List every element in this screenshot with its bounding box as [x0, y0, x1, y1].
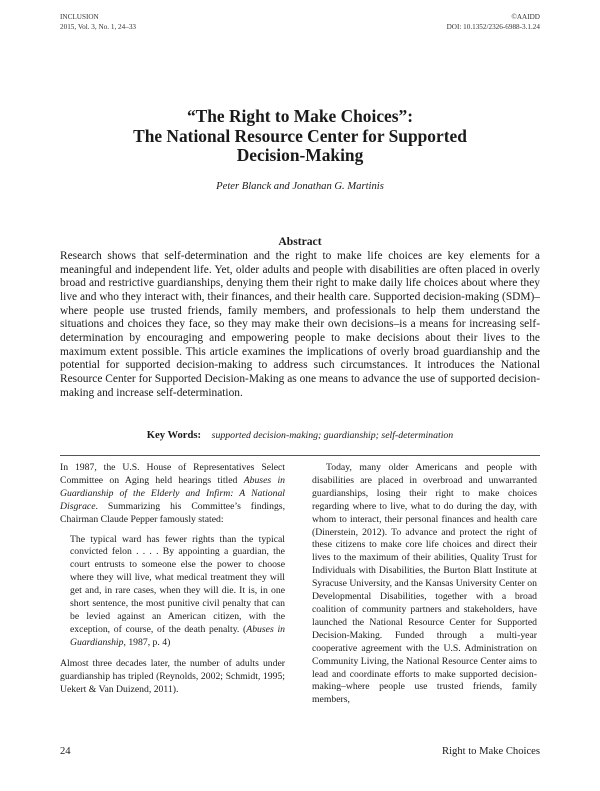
keywords-terms: supported decision-making; guardianship; self-determination: [211, 430, 454, 441]
keywords: [60, 430, 540, 441]
section-divider: [60, 455, 540, 456]
quote-citation-rest: , 1987, p. 4): [123, 636, 171, 648]
journal-volume: 2015, Vol. 3, No. 1, 24–33: [60, 22, 137, 31]
right-paragraph: Today, many older Americans and people with disabilities are placed in overbroad and unwarranted guardianships, losing their right to make choices regarding where to live, what to do during the day, with whom to interact, their personal finances and health care (Dinerstein, 2012). To advance and protect the right of these citizens to make core life choices and direct their lives to the maximum of their abilities, Quality Trust for Individuals with Disabilities, the Burton Blatt Institute at Syracuse University, and the Kansas University Center on Developmental Disabilities, together with a broad coalition of community partners and stakeholders, have launched the National Resource Center for Supported Decision-Making. Funded through a multi-year cooperative agreement with the U.S. Administration on Community Living, the National Resource Center aims to lead and coordinate efforts to make supported decision-making–where people use trusted friends, family members,: [312, 462, 537, 706]
abstract-heading: Abstract: [278, 235, 322, 248]
copyright: ©AAIDD: [511, 13, 540, 21]
copyright-header: [447, 13, 540, 32]
right-column: [312, 462, 537, 707]
intro-text-end: . Summarizing his Committee’s findings, Chairman Claude Pepper famously stated:: [60, 500, 285, 525]
after-quote-paragraph: Almost three decades later, the number of adults under guardianship has tripled (Reynolds, 2002; Schmidt, 1995; Uekert & Van Duizend, 2011).: [60, 657, 285, 695]
quote-text: The typical ward has fewer rights than the typical convicted felon . . . . By appointing a guardian, the court entrusts to someone else the power to choose where they will live, what medical treatment they will get and, in rare cases, when they will die. It is, in one short sentence, the most punitive civil penalty that can be levied against an American citizen, with the exception, of course, of the death penalty. (: [70, 533, 285, 635]
block-quote: [70, 534, 285, 650]
quote-citation-title: Abuses in Guardianship: [70, 623, 285, 648]
abstract-text: Research shows that self-determination and the right to make life choices are key elements for a meaningful and independent life. Yet, older adults and people with disabilities are often placed in overly broad and restrictive guardianships, denying them their right to make daily life choices about where they live and who they interact with, their finances, and their health care. Supported decision-making (SDM)–where people use trusted friends, family members, and professionals to help them understand the situations and choices they face, so they may make their own decisions–is a means for increasing self-determination by encouraging and empowering people to make decisions about their lives to the maximum extent possible. This article examines the implications of overly broad guardianship and the potential for supported decision-making to address such circumstances. It introduces the National Resource Center for Supported Decision-Making as one means to advance the use of supported decision-making and increase self-determination.: [60, 250, 540, 399]
title-line-2: The National Resource Center for Supported: [133, 125, 467, 146]
page-number: 24: [60, 746, 71, 757]
intro-paragraph: [60, 462, 285, 527]
left-column: [60, 462, 285, 696]
doi: DOI: 10.1352/2326-6988-3.1.24: [446, 22, 540, 31]
title-line-3: Decision-Making: [236, 145, 364, 165]
journal-name: INCLUSION: [60, 13, 99, 21]
title-line-1: “The Right to Make Choices”:: [186, 106, 414, 126]
hearing-title: Abuses in Guardianship of the Elderly and Infirm: A National Disgrace: [60, 474, 285, 512]
journal-header: [60, 13, 136, 32]
intro-text: In 1987, the U.S. House of Representatives Select Committee on Aging held hearings titled: [60, 462, 285, 486]
article-title: [60, 107, 540, 166]
authors: Peter Blanck and Jonathan G. Martinis: [216, 181, 384, 192]
keywords-label: Key Words:: [146, 430, 202, 441]
running-title: Right to Make Choices: [442, 746, 540, 757]
